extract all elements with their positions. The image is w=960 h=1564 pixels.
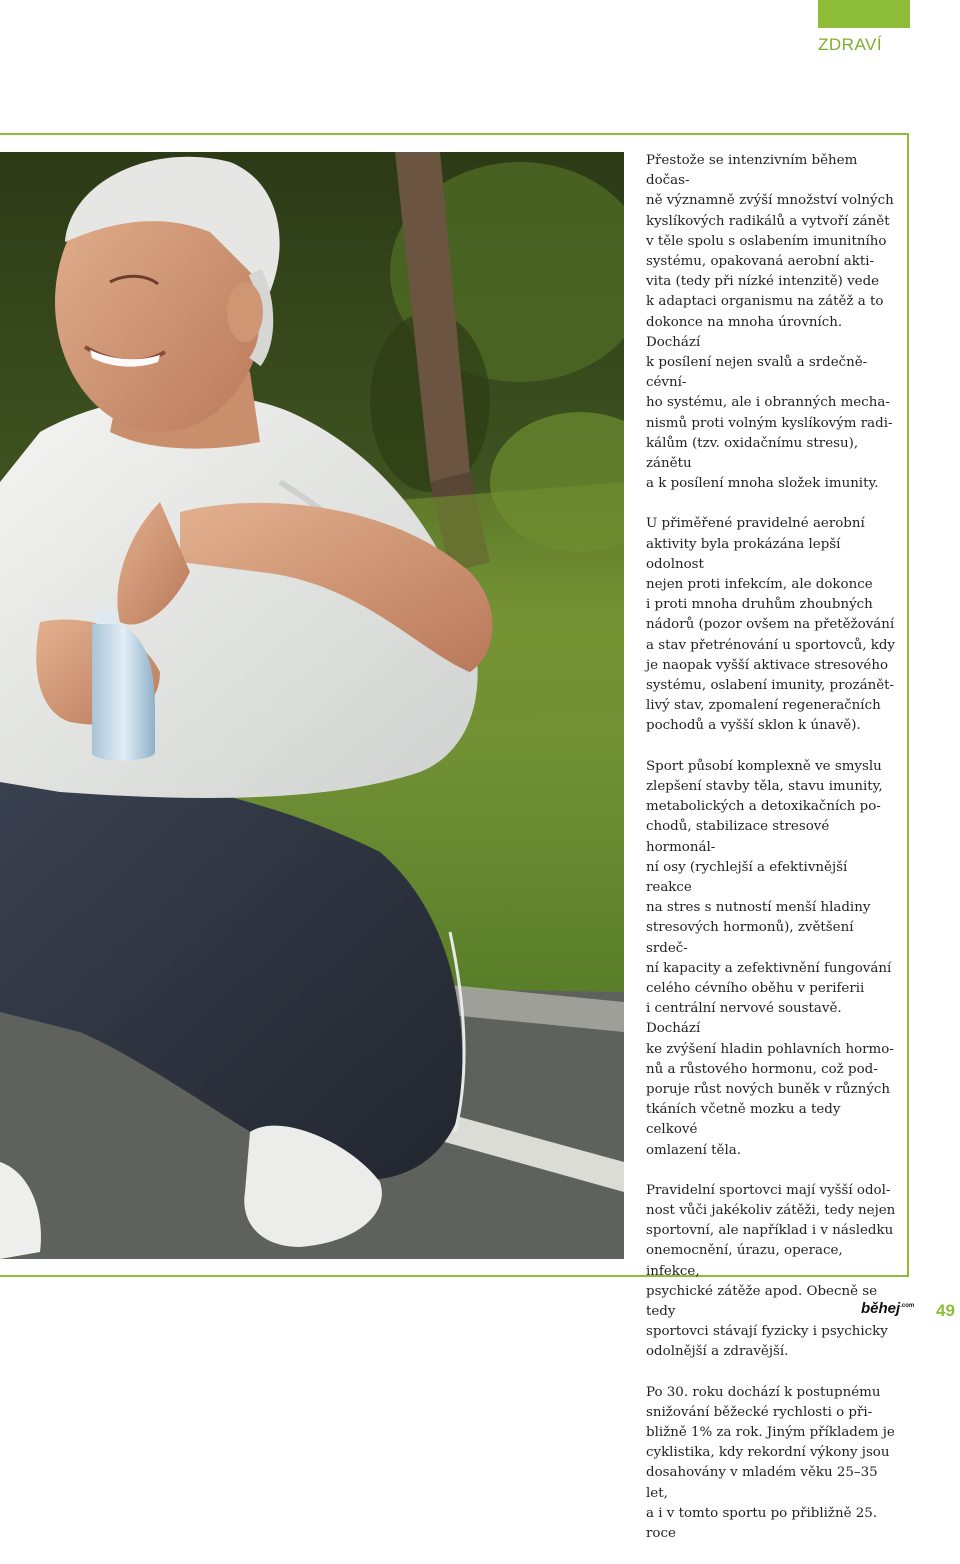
article-paragraph: U přiměřené pravidelné aerobní aktivity byla prokázána lepší odolnost nejen proti infekcím, ale dokonce i proti mnoha druhům zhoubných nádorů (pozor ovšem na přetěžování a stav přetrénování u sportovců, kdy je naopak vyšší aktivace stresového systému, oslabení imunity, prozánět- livý stav, zpomalení regeneračních pochodů a vyšší sklon k únavě). [646,516,895,734]
article-paragraph: Sport působí komplexně ve smyslu zlepšení stavby těla, stavu imunity, metabolických a detoxikačních po- chodů, stabilizace stresové hormonál- ní osy (rychlejší a efektivnější reakce na stres s nutností menší hladiny stresových hormonů), zvětšení srdeč- ní kapacity a zefektivnění fungování celého cévního oběhu v periferii i centrální nervové soustavě. Dochází ke zvýšení hladin pohlavních hormo- nů a růstového hormonu, což pod- poruje růst nových buněk v různých tkáních včetně mozku a tedy celkové omlazení těla. [646,758,894,1158]
article-paragraph: Pravidelní sportovci mají vyšší odol- nost vůči jakékoliv zátěži, tedy nejen sportovní, ale například i v následku onemocnění, úrazu, operace, infekce, psychické zátěže apod. Obecně se tedy sportovci stávají fyzicky i psychicky odolnější a zdravější. [646,1182,896,1360]
logo-text: běhej [861,1300,901,1317]
page-number: 49 [936,1301,955,1320]
magazine-logo [861,1300,914,1317]
article-paragraph: Po 30. roku dochází k postupnému snižování běžecké rychlosti o při- bližně 1% za rok. Jiným příkladem je cyklistika, kdy rekordní výkony jsou dosahovány v mladém věku 25–35 let, a i v tomto sportu po přibližně 25. roce [646,1384,895,1541]
article-paragraph: Přestože se intenzivním během dočas- ně významně zvýší množství volných kyslíkových radikálů a vytvoří zánět v těle spolu s oslabením imunitního systému, opakovaná aerobní akti- vita (tedy při nízké intenzitě) vede k adaptaci organismu na zátěž a to dokonce na mnoha úrovních. Dochází k posílení nejen svalů a srdečně-cévní- ho systému, ale i obranných mecha- nismů proti volným kyslíkovým radi- kálům (tzv. oxidačnímu stresu), zánětu a k posílení mnoha složek imunity. [646,153,894,492]
article-body [646,151,896,1564]
section-title: ZDRAVÍ [818,35,883,54]
section-tab [818,0,910,28]
article-photo [0,152,624,1259]
logo-suffix: .com [900,1303,915,1309]
